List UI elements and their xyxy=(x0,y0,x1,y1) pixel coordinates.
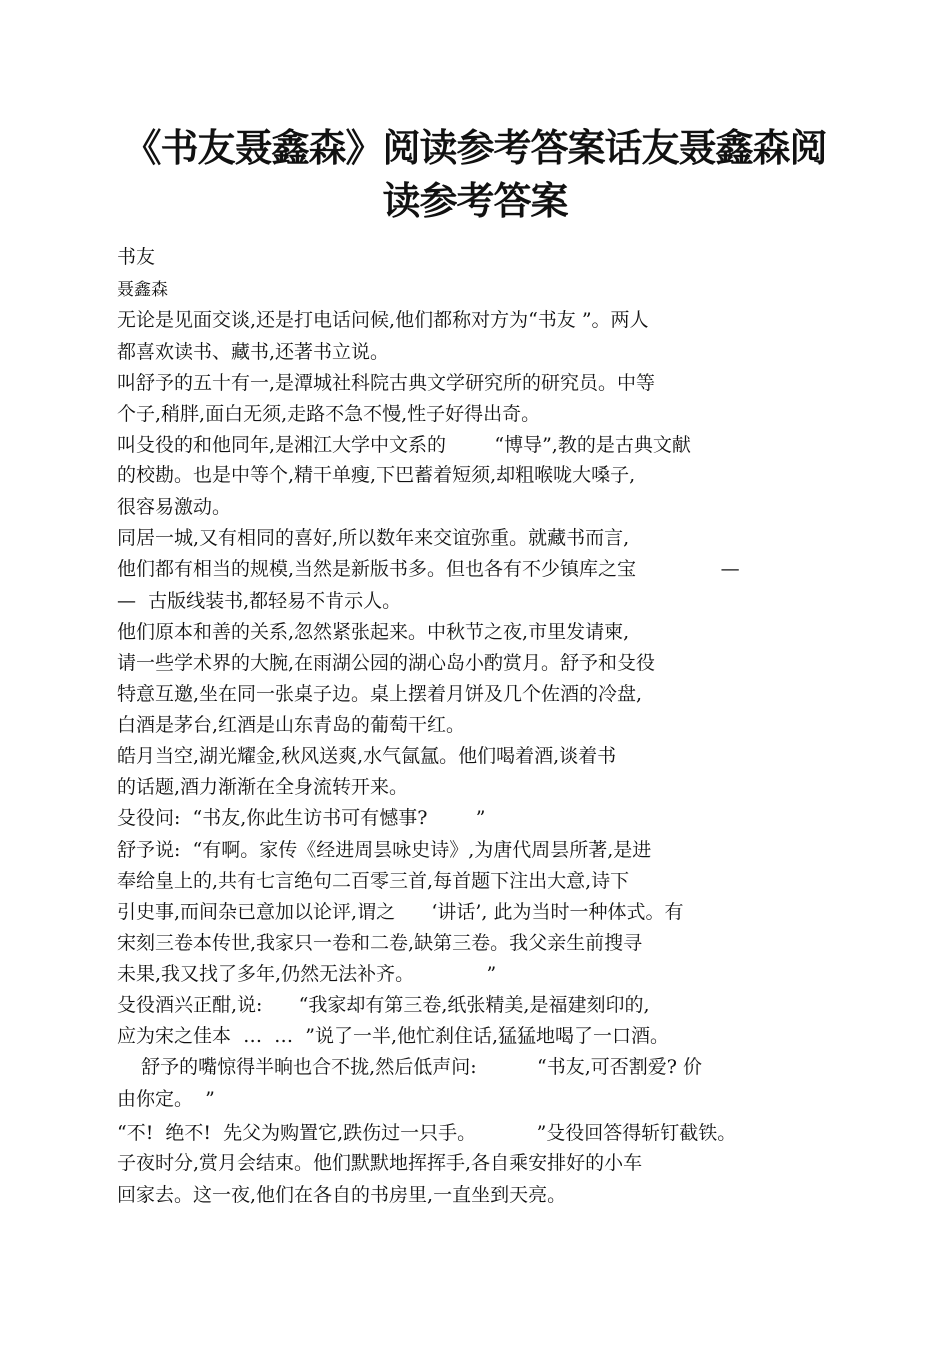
body-line: — 古版线装书,都轻易不肯示人。 xyxy=(117,590,402,612)
body-line: 个子,稍胖,面白无须,走路不急不慢,性子好得出奇。 xyxy=(117,403,541,425)
body-line: 奉给皇上的,共有七言绝句二百零三首,每首题下注出大意,诗下 xyxy=(117,870,630,892)
document-title-line-1: 《书友聂鑫森》阅读参考答案话友聂鑫森阅 xyxy=(123,126,827,170)
body-line: 很容易激动。 xyxy=(117,496,232,518)
body-line: 叫殳役的和他同年,是湘江大学中文系的 “博导”,教的是古典文献 xyxy=(117,434,691,456)
body-line: 宋刻三卷本传世,我家只一卷和二卷,缺第三卷。我父亲生前搜寻 xyxy=(117,932,643,954)
body-line: 白酒是茅台,红酒是山东青岛的葡萄干红。 xyxy=(117,714,466,736)
body-line: 同居一城,又有相同的喜好,所以数年来交谊弥重。就藏书而言, xyxy=(117,527,630,549)
body-line: 子夜时分,赏月会结束。他们默默地挥挥手,各自乘安排好的小车 xyxy=(117,1152,643,1174)
body-line: 殳役酒兴正酣,说: “我家却有第三卷,纸张精美,是福建刻印的, xyxy=(117,994,650,1016)
body-line: 殳役问: “书友,你此生访书可有憾事? ” xyxy=(117,807,486,829)
body-line: 的校勘。也是中等个,精干单瘦,下巴蓄着短须,却粗喉咙大嗓子, xyxy=(117,464,636,486)
body-line: 舒予说: “有啊。家传《经进周昙咏史诗》,为唐代周昙所著,是进 xyxy=(117,839,652,861)
body-line: 回家去。这一夜,他们在各自的书房里,一直坐到天亮。 xyxy=(117,1184,567,1206)
body-line: 应为宋之佳本 … … ”说了一半,他忙刹住话,猛猛地喝了一口酒。 xyxy=(117,1025,670,1047)
body-line: 请一些学术界的大腕,在雨湖公园的湖心岛小酌赏月。舒予和殳役 xyxy=(117,652,656,674)
story-author: 聂鑫森 xyxy=(117,280,168,300)
body-line: 引史事,而间杂已意加以论评,谓之 ‘讲话’, 此为当时一种体式。有 xyxy=(117,901,684,923)
story-heading: 书友 xyxy=(117,246,156,268)
body-line: 皓月当空,湖光耀金,秋风送爽,水气氤氲。他们喝着酒,谈着书 xyxy=(117,745,617,767)
body-line: 由你定。 ” xyxy=(117,1088,215,1110)
body-line: 无论是见面交谈,还是打电话问候,他们都称对方为“书友 ”。两人 xyxy=(117,309,649,331)
body-line: 都喜欢读书、藏书,还著书立说。 xyxy=(117,341,390,363)
body-line: 他们原本和善的关系,忽然紧张起来。中秋节之夜,市里发请柬, xyxy=(117,621,630,643)
document-title-line-2: 读参考答案 xyxy=(382,179,568,223)
body-line: 特意互邀,坐在同一张桌子边。桌上摆着月饼及几个佐酒的冷盘, xyxy=(117,683,643,705)
body-line: 他们都有相当的规模,当然是新版书多。但也各有不少镇库之宝 — xyxy=(117,558,740,580)
body-line: 叫舒予的五十有一,是潭城社科院古典文学研究所的研究员。中等 xyxy=(117,372,656,394)
body-line: 的话题,酒力渐渐在全身流转开来。 xyxy=(117,776,409,798)
body-line: “不! 绝不! 先父为购置它,跌伤过一只手。 ”殳役回答得斩钉截铁。 xyxy=(117,1122,737,1144)
body-line: 舒予的嘴惊得半晌也合不拢,然后低声问: “书友,可否割爱? 价 xyxy=(117,1056,702,1078)
body-line: 未果,我又找了多年,仍然无法补齐。 ” xyxy=(117,963,497,985)
